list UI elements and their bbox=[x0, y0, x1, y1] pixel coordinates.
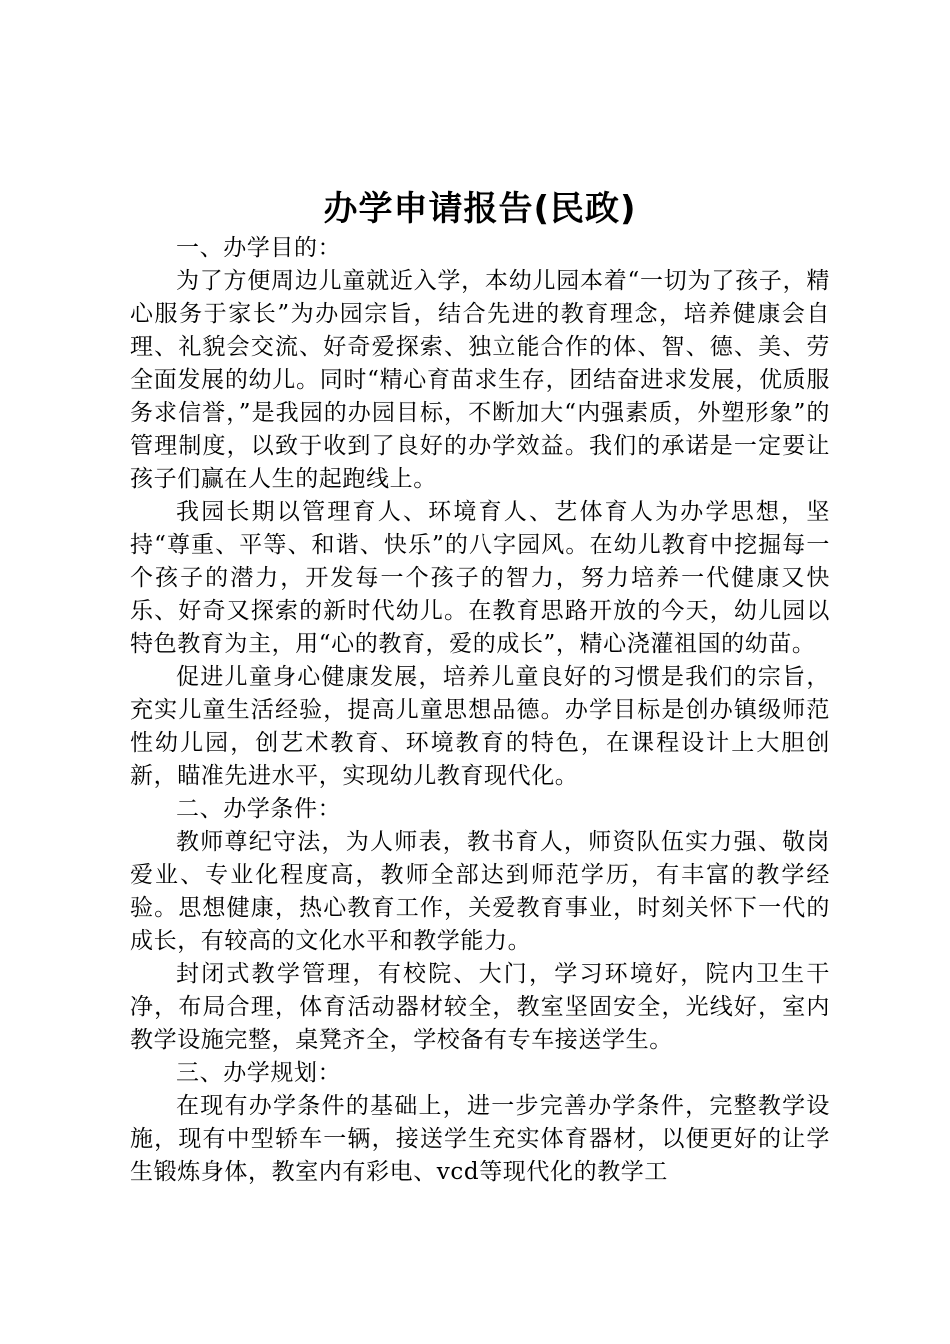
section-heading-planning: 三、办学规划： bbox=[176, 1060, 342, 1086]
section-heading-conditions: 二、办学条件： bbox=[176, 796, 342, 822]
document-body bbox=[130, 186, 830, 1189]
paragraph: 为了方便周边儿童就近入学，本幼儿园本着“一切为了孩子，精心服务于家长”为办园宗旨，结合先进的教育理念，培养健康会自理、礼貌会交流、好奇爱探索、独立能合作的体、智、德、美、劳全面发展的幼儿。同时“精心育苗求生存，团结奋进求发展，优质服务求信誉，”是我园的办园目标，不断加大“内强素质，外塑形象”的管理制度，以致于收到了良好的办学效益。我们的承诺是一定要让孩子们赢在人生的起跑线上。 bbox=[130, 268, 830, 492]
section-heading-purpose: 一、办学目的： bbox=[176, 235, 342, 261]
paragraph: 我园长期以管理育人、环境育人、艺体育人为办学思想，坚持“尊重、平等、和谐、快乐”的八字园风。在幼儿教育中挖掘每一个孩子的潜力，开发每一个孩子的智力，努力培养一代健康又快乐、好奇又探索的新时代幼儿。在教育思路开放的今天，幼儿园以特色教育为主，用“心的教育，爱的成长”，精心浇灌祖国的幼苗。 bbox=[130, 499, 830, 657]
paragraph: 在现有办学条件的基础上，进一步完善办学条件，完整教学设施，现有中型轿车一辆，接送学生充实体育器材，以便更好的让学生锻炼身体，教室内有彩电、vcd等现代化的教学工 bbox=[130, 1093, 830, 1185]
paragraph: 促进儿童身心健康发展，培养儿童良好的习惯是我们的宗旨，充实儿童生活经验，提高儿童思想品德。办学目标是创办镇级师范性幼儿园，创艺术教育、环境教育的特色，在课程设计上大胆创新，瞄准先进水平，实现幼儿教育现代化。 bbox=[130, 664, 830, 789]
paragraph: 教师尊纪守法，为人师表，教书育人，师资队伍实力强、敬岗爱业、专业化程度高，教师全部达到师范学历，有丰富的教学经验。思想健康，热心教育工作，关爱教育事业，时刻关怀下一代的成长，有较高的文化水平和教学能力。 bbox=[130, 829, 830, 954]
paragraph: 封闭式教学管理，有校院、大门，学习环境好，院内卫生干净，布局合理，体育活动器材较全，教室坚固安全，光线好，室内教学设施完整，桌凳齐全，学校备有专车接送学生。 bbox=[130, 961, 830, 1053]
document-title: 办学申请报告(民政) bbox=[323, 189, 637, 229]
